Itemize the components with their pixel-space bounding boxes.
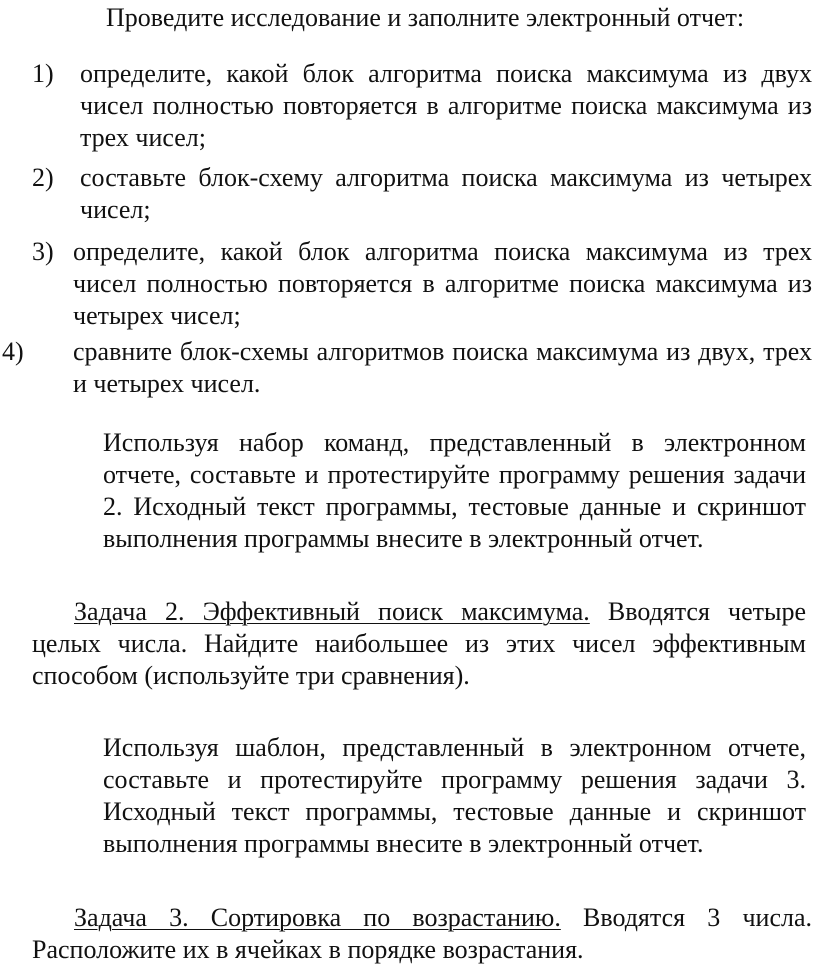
task-2-body: Вводятся четыре целых числа. Найдите наибольшее из этих чисел эффективным способом (используйте три сравнения). — [32, 597, 806, 690]
list-item — [0, 336, 812, 400]
task-3-body: Вводятся 3 числа. Расположите их в ячейках в порядке возрастания. — [32, 903, 812, 964]
list-item-text: определите, какой блок алгоритма поиска максимума из двух чисел полностью повторяется в алгоритме поиска максимума из трех чисел; — [80, 59, 812, 152]
list-item — [0, 58, 812, 154]
list-item-text: составьте блок-схему алгоритма поиска максимума из четырех чисел; — [80, 163, 812, 224]
task-2-title: Задача 2. Эффективный поиск максимума. — [74, 597, 590, 626]
assignment-heading: Проведите исследование и заполните электронный отчет: — [106, 3, 745, 32]
list-item-text: определите, какой блок алгоритма поиска максимума из трех чисел полностью повторяется в алгоритме поиска максимума из четырех чисел; — [73, 237, 812, 330]
instruction-paragraph-1: Используя набор команд, представленный в электронном отчете, составьте и протестируйте программу решения задачи 2. Исходный текст программы, тестовые данные и скриншот выполнения программы внесите в электронный отчет. — [103, 428, 806, 553]
task-3-title: Задача 3. Сортировка по возрастанию. — [74, 903, 561, 932]
list-item — [0, 162, 812, 226]
list-item-number: 2) — [32, 163, 54, 192]
list-item-number: 3) — [32, 237, 54, 266]
list-item — [0, 236, 812, 332]
instruction-paragraph-2: Используя шаблон, представленный в электронном отчете, составьте и протестируйте программу решения задачи 3. Исходный текст программы, тестовые данные и скриншот выполнения программы внесите в электронный отчет. — [103, 733, 806, 858]
list-item-text: сравните блок-схемы алгоритмов поиска максимума из двух, трех и четырех чисел. — [73, 337, 812, 398]
list-item-number: 4) — [2, 337, 24, 366]
research-steps-list — [0, 58, 812, 400]
task-2-paragraph — [32, 596, 806, 692]
list-item-number: 1) — [32, 59, 54, 88]
task-3-paragraph — [32, 902, 812, 966]
